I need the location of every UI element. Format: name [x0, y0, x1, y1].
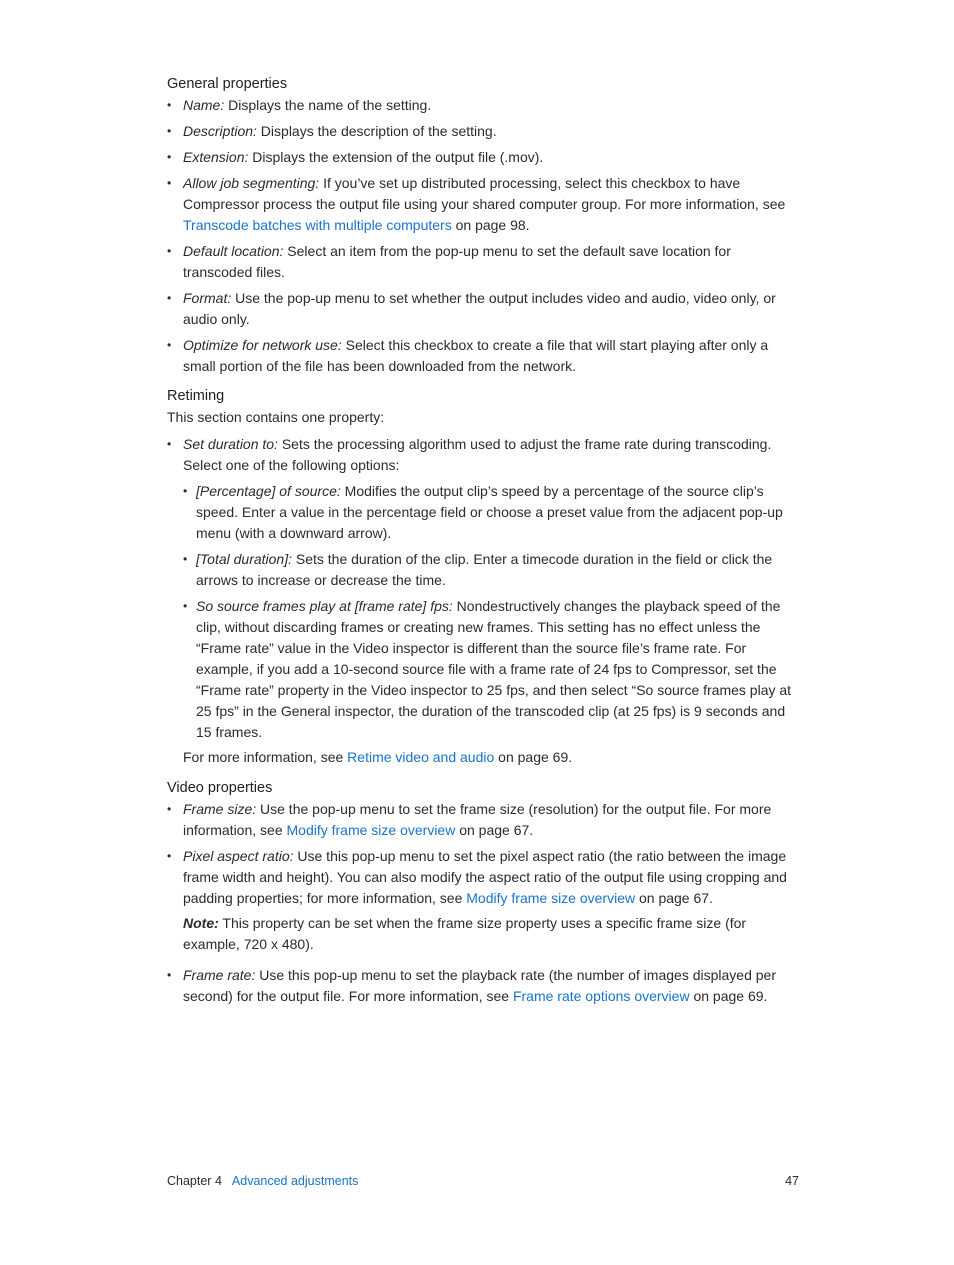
video-properties-heading: Video properties [167, 780, 273, 796]
list-item: • Frame size: Use the pop-up menu to set the frame size (resolution) for the output file. For more information, see Modify frame size overview on page 67. [167, 799, 799, 841]
list-item: • [Percentage] of source: Modifies the output clip’s speed by a percentage of the source clip’s speed. Enter a value in the percentage field or choose a preset value from the adjacent pop-up menu (with a downward arrow). [183, 481, 799, 544]
list-item: • Allow job segmenting: If you’ve set up distributed processing, select this checkbox to have Compressor process the output file using your shared computer group. For more information, see Transcode batches with multiple computers on page 98. [167, 173, 799, 236]
link-modify-frame-size[interactable]: Modify frame size overview [286, 822, 456, 838]
list-item: • Optimize for network use: Select this checkbox to create a file that will start playing after only a small portion of the file has been downloaded from the network. [167, 335, 799, 377]
link-retime-video[interactable]: Retime video and audio [347, 749, 495, 765]
retiming-heading: Retiming [167, 388, 225, 404]
page-content [167, 73, 799, 1015]
general-properties-heading: General properties [167, 76, 288, 92]
list-item: • Default location: Select an item from the pop-up menu to set the default save location for transcoded files. [167, 241, 799, 283]
note: Note: This property can be set when the frame size property uses a specific frame size (for example, 720 x 480). [183, 915, 747, 952]
general-properties-list [167, 95, 799, 377]
list-item: • Pixel aspect ratio: Use this pop-up menu to set the pixel aspect ratio (the ratio between the image frame width and height). You can also modify the aspect ratio of the output file using cropping and padding properties; for more information, see Modify frame size overview on page 67. Note: This property can be set when the frame size property uses a specific frame size (for example, 720 x 480). [167, 846, 799, 955]
retiming-intro: This section contains one property: [167, 409, 385, 425]
video-properties-list [167, 799, 799, 1007]
retiming-more-info: For more information, see Retime video and audio on page 69. [183, 749, 573, 765]
link-frame-rate-options[interactable]: Frame rate options overview [512, 988, 690, 1004]
list-item: • Frame rate: Use this pop-up menu to set the playback rate (the number of images displayed per second) for the output file. For more information, see Frame rate options overview on page 69. [167, 965, 799, 1007]
page-footer [167, 1171, 799, 1191]
retiming-list [167, 434, 799, 743]
page-number: 47 [785, 1174, 799, 1188]
list-item: • [Total duration]: Sets the duration of the clip. Enter a timecode duration in the field or click the arrows to increase or decrease the time. [183, 549, 799, 591]
link-transcode-batches[interactable]: Transcode batches with multiple computers [183, 217, 452, 233]
list-item: • So source frames play at [frame rate] fps: Nondestructively changes the playback speed of the clip, without discarding frames or creating new frames. This setting has no effect unless the “Frame rate” value in the Video inspector is different than the source file’s frame rate. For example, if you add a 10-second source file with a frame rate of 24 fps to Compressor, set the “Frame rate” property in the Video inspector to 25 fps, and then select “So source frames play at 25 fps” in the General inspector, the duration of the transcoded clip (at 25 fps) is 9 seconds and 15 frames. [183, 596, 799, 743]
footer-chapter: Chapter 4 [167, 1174, 222, 1188]
footer-chapter-link[interactable]: Advanced adjustments [231, 1174, 359, 1188]
list-item: • Set duration to: Sets the processing algorithm used to adjust the frame rate during transcoding. Select one of the following options: • [Percentage] of source: Modifies the output clip’s speed by a percentage of the source clip’s speed. Enter a value in the percentage field or choose a preset value from the adjacent pop-up menu (with a downward arrow). • [Total duration]: Sets the duration of the clip. Enter a timecode duration in the field or click the arrows to increase or decrease the time. • So source frames play at [frame rate] fps: Nondestructively changes the playback speed of the clip, without discarding frames or creating new frames. This setting has no effect unless the “Frame rate” value in the Video inspector is different than the source file’s frame rate. For example, if you add a 10-second source file with a frame rate of 24 fps to Compressor, set the “Frame rate” property in the Video inspector to 25 fps, and then select “So source frames play at 25 fps” in the General inspector, the duration of the transcoded clip (at 25 fps) is 9 seconds and 15 frames. [167, 434, 799, 743]
list-item: • Extension: Displays the extension of the output file (.mov). [167, 147, 799, 168]
retiming-options-list [183, 481, 799, 743]
list-item: • Format: Use the pop-up menu to set whether the output includes video and audio, video only, or audio only. [167, 288, 799, 330]
link-modify-frame-size[interactable]: Modify frame size overview [466, 890, 636, 906]
list-item: • Name: Displays the name of the setting. [167, 95, 799, 116]
list-item: • Description: Displays the description of the setting. [167, 121, 799, 142]
